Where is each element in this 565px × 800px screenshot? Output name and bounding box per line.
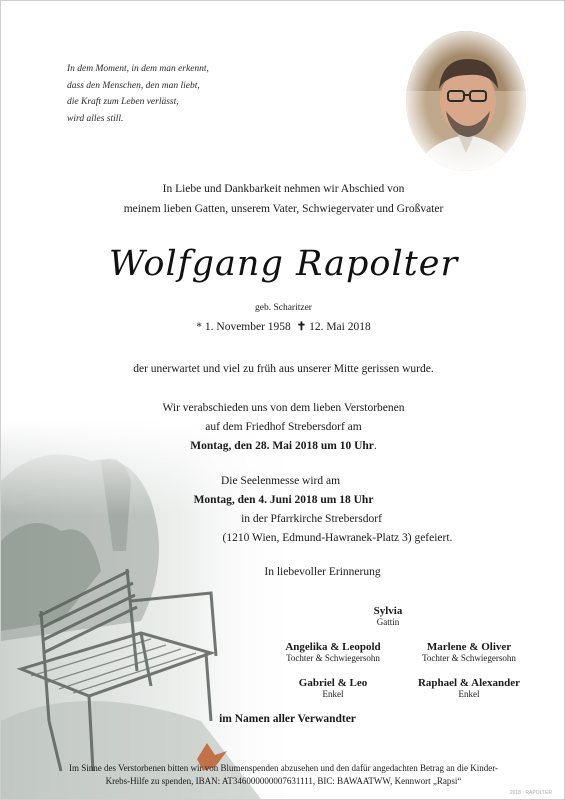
- family-member-role: Tochter & Schwiegersohn: [286, 653, 380, 663]
- family-member-name: Marlene & Oliver: [426, 641, 512, 653]
- poem-line: In dem Moment, in dem man erkennt,: [67, 64, 209, 74]
- birth-name: geb. Scharitzer: [255, 303, 312, 313]
- memory-text: In liebevoller Erinnerung: [264, 566, 381, 578]
- family-member-role: Enkel: [322, 689, 344, 699]
- all-relatives: im Namen aller Verwandter: [219, 713, 356, 725]
- poem-line: die Kraft zum Leben verlässt,: [67, 97, 179, 107]
- burial-line: Wir verabschieden uns von dem lieben Verstorbenen: [162, 402, 405, 414]
- burial-date: Montag, den 28. Mai 2018 um 10 Uhr: [190, 440, 374, 452]
- poem-line: dass den Menschen, den man liebt,: [67, 80, 200, 91]
- life-dates: [1, 319, 565, 333]
- family-member: [263, 641, 403, 663]
- mass-info: [1, 472, 565, 548]
- family-member: [263, 677, 403, 699]
- print-stamp: 2018 · RAPOLTER: [509, 790, 552, 796]
- passed-text: der unerwartet und viel zu früh aus unserer Mitte gerissen wurde.: [133, 363, 434, 375]
- family-member: [333, 605, 443, 627]
- family-member-name: Gabriel & Leo: [298, 677, 368, 689]
- mass-date: Montag, den 4. Juni 2018 um 18 Uhr: [193, 494, 374, 506]
- family-member: [399, 677, 539, 699]
- family-member-name: Sylvia: [373, 605, 403, 617]
- family-member-role: Enkel: [458, 689, 480, 699]
- mass-line: in der Pfarrkirche Strebersdorf: [241, 513, 382, 525]
- family-member-role: Gattin: [376, 617, 400, 627]
- cross-icon: ✝: [296, 321, 307, 333]
- death-date: 12. Mai 2018: [309, 321, 371, 333]
- intro-line: meinem lieben Gatten, unserem Vater, Schwiegervater und Großvater: [123, 203, 444, 215]
- poem: [67, 61, 209, 127]
- burial-date-end: .: [373, 440, 377, 452]
- poem-line: wird alles still.: [67, 113, 124, 124]
- burial-info: [1, 399, 565, 456]
- family-member-name: Angelika & Leopold: [285, 641, 381, 653]
- birth-date: * 1. November 1958: [196, 321, 291, 333]
- burial-line: auf dem Friedhof Strebersdorf am: [205, 421, 362, 433]
- portrait-photo: [406, 31, 526, 171]
- donation-line: Im Sinne des Verstorbenen bitten wir von Blumenspenden abzusehen und den dafür angedachten Betrag an die Kinder-: [68, 763, 499, 773]
- intro-line: In Liebe und Dankbarkeit nehmen wir Abschied von: [162, 183, 405, 195]
- mass-line: (1210 Wien, Edmund-Hawranek-Platz 3) gefeiert.: [222, 532, 453, 544]
- donation-note: [1, 762, 565, 788]
- family-member-name: Raphael & Alexander: [417, 677, 521, 689]
- intro-text: [1, 179, 565, 219]
- mass-line: Die Seelenmesse wird am: [220, 475, 341, 487]
- deceased-name: Wolfgang Rapolter: [108, 244, 459, 284]
- family-member: [399, 641, 539, 663]
- family-member-role: Tochter & Schwiegersohn: [422, 653, 516, 663]
- donation-line: Krebs-Hilfe zu spenden, IBAN: AT346000000007631111, BIC: BAWAATWW, Kennwort „Rapsi“: [105, 776, 462, 786]
